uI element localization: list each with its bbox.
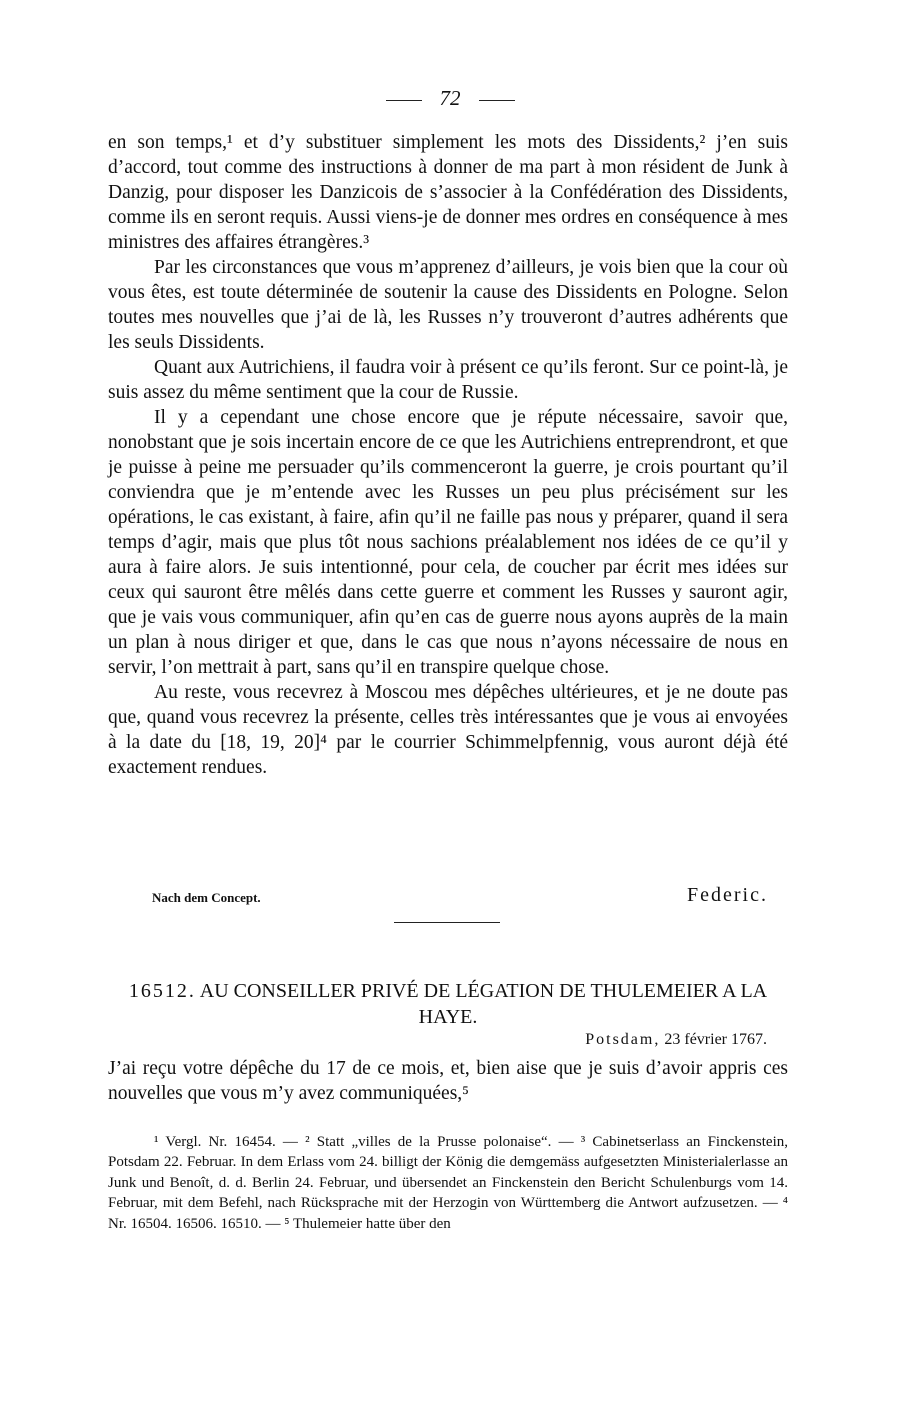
page-number: 72 [439,86,461,110]
page-header [0,86,900,111]
header-rule-right [479,100,515,101]
letter-text: J’ai reçu votre dépêche du 17 de ce mois, et, bien aise que je suis d’avoir appris ces nouvelles que vous m’y avez communiquées,⁵ [108,1058,788,1104]
footnotes [108,1132,788,1234]
letter-title: AU CONSEILLER PRIVÉ DE LÉGATION DE THULEMEIER A LA HAYE. [199,980,768,1028]
header-rule-left [386,100,422,101]
letter-continuation [108,130,788,780]
footnote-text: ¹ Vergl. Nr. 16454. — ² Statt „villes de la Prusse polonaise“. — ³ Cabinetserlass an Finckenstein, Potsdam 22. Februar. In dem Erlass vom 24. billigt der König die demgemäss aufgesetzten Ministerialerlasse an Junk und Benoît, d. d. Berlin 24. Februar, und übersendet an Finckenstein den Bericht Schulenburgs vom 14. Februar, mit dem Befehl, nach Rücksprache mit der Herzogin von Württemberg die Antwort aufzusetzen. — ⁴ Nr. 16504. 16506. 16510. — ⁵ Thulemeier hatte über den [108,1134,788,1232]
section-divider [394,922,500,923]
letter-date: 23 février 1767. [664,1031,767,1048]
letter-dateline [585,1031,767,1049]
signature: Federic. [687,884,768,906]
paragraph: en son temps,¹ et d’y substituer simplement les mots des Dissidents,² j’en suis d’accord, tout comme des instructions à donner de ma part à mon résident de Junk à Danzig, pour disposer les Danzicois de s’associer à la Confédération des Dissidents, comme ils en seront requis. Aussi viens-je de donner mes ordres en conséquence à mes ministres des affaires étrangères.³ [108,132,788,253]
source-note: Nach dem Concept. [152,890,261,905]
paragraph: Il y a cependant une chose encore que je répute nécessaire, savoir que, nonobstant que je sois incertain encore de ce que les Autrichiens entreprendront, et que je puisse à peine me persuader qu’ils commenceront la guerre, je crois pourtant qu’il conviendra que je m’entende avec les Russes un peu plus précisément sur les opérations, le cas existant, à faire, afin qu’il ne faille pas nous y préparer, quand il sera temps d’agir, mais que plus tôt nous sachions préalablement nos idées de ce qu’il y aura à faire alors. Je suis intentionné, pour cela, de coucher par écrit mes idées sur ceux qui sauront être mêlés dans cette guerre et comment les Russes y sauront agir, que je vais vous communiquer, afin qu’en cas de guerre nous ayons auprès de la main un plan à nous diriger et que, dans le cas que nous n’ayons nécessaire de nous en servir, l’on mettrait à part, sans qu’il en transpire quelque chose. [108,407,788,678]
letter-number: 16512. [128,980,196,1002]
paragraph: Quant aux Autrichiens, il faudra voir à présent ce qu’ils feront. Sur ce point-là, je suis assez du même sentiment que la cour de Russie. [108,357,788,403]
letter-heading [108,978,788,1030]
letter-place: Potsdam, [585,1031,661,1048]
paragraph: Par les circonstances que vous m’apprenez d’ailleurs, je vois bien que la cour où vous êtes, est toute déterminée de soutenir la cause des Dissidents en Pologne. Selon toutes mes nouvelles que j’ai de là, les Russes n’y trouveront d’autres adhérents que les seuls Dissidents. [108,257,788,353]
paragraph: Au reste, vous recevrez à Moscou mes dépêches ultérieures, et je ne doute pas que, quand vous recevrez la présente, celles très intéressantes que je vous ai envoyées à la date du [18, 19, 20]⁴ par le courrier Schimmelpfennig, vous auront déjà été exactement rendues. [108,682,788,778]
